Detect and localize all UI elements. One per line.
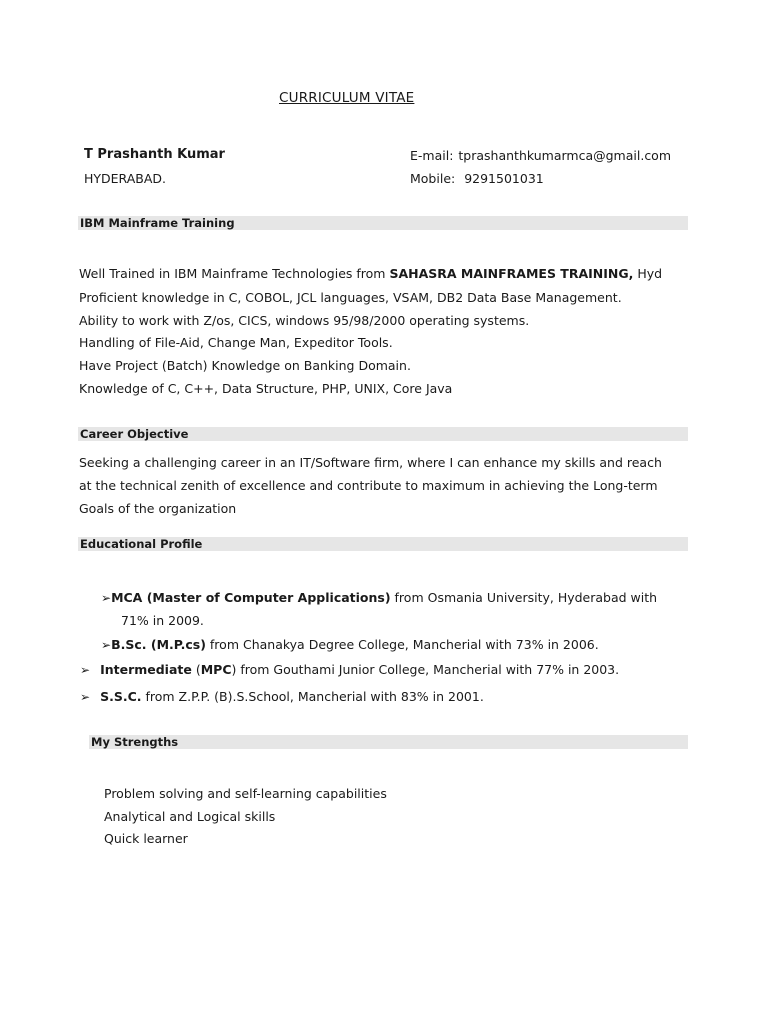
education-item-ssc bbox=[80, 689, 484, 705]
email-label: E-mail: bbox=[410, 148, 454, 163]
education-item-mca bbox=[101, 590, 657, 606]
section-objective-heading: Career Objective bbox=[80, 427, 189, 441]
strength-item: Analytical and Logical skills bbox=[104, 809, 276, 824]
training-line: Have Project (Batch) Knowledge on Banking Domain. bbox=[79, 358, 411, 373]
degree-intermediate-stream: MPC bbox=[200, 662, 232, 677]
document-title: CURRICULUM VITAE bbox=[279, 90, 415, 106]
degree-ssc-detail: from Z.P.P. (B).S.School, Mancherial with 83% in 2001. bbox=[141, 689, 484, 704]
training-institute-name: SAHASRA MAINFRAMES TRAINING, bbox=[389, 266, 634, 281]
strength-item: Problem solving and self-learning capabilities bbox=[104, 786, 387, 801]
education-item-bsc bbox=[101, 637, 599, 653]
degree-intermediate-detail: ) from Gouthami Junior College, Mancherial with 77% in 2003. bbox=[231, 662, 620, 677]
education-item-intermediate bbox=[80, 662, 619, 678]
section-strengths-heading: My Strengths bbox=[91, 735, 179, 749]
degree-mca: MCA (Master of Computer Applications) bbox=[111, 590, 391, 605]
section-education-heading: Educational Profile bbox=[80, 537, 203, 551]
section-education-bar bbox=[78, 537, 688, 551]
section-strengths-bar bbox=[89, 735, 688, 749]
strength-item: Quick learner bbox=[104, 831, 188, 846]
training-line: Knowledge of C, C++, Data Structure, PHP, UNIX, Core Java bbox=[79, 381, 453, 396]
candidate-city: HYDERABAD. bbox=[84, 171, 167, 186]
email-row bbox=[410, 148, 671, 163]
objective-line: Seeking a challenging career in an IT/Software firm, where I can enhance my skills and reach bbox=[79, 455, 662, 470]
arrow-bullet-icon: ➢ bbox=[80, 690, 91, 704]
section-training-bar bbox=[78, 216, 688, 230]
mobile-label: Mobile: bbox=[410, 171, 456, 186]
training-line-1 bbox=[79, 266, 662, 282]
degree-ssc: S.S.C. bbox=[100, 689, 142, 704]
training-line: Handling of File-Aid, Change Man, Expeditor Tools. bbox=[79, 335, 393, 350]
section-objective-bar bbox=[78, 427, 688, 441]
mobile-row bbox=[410, 171, 544, 186]
degree-mca-detail: from Osmania University, Hyderabad with bbox=[390, 590, 658, 605]
training-line-1-prefix: Well Trained in IBM Mainframe Technologies from bbox=[79, 266, 390, 281]
degree-bsc: B.Sc. (M.P.cs) bbox=[111, 637, 206, 652]
arrow-bullet-icon: ➢ bbox=[101, 591, 112, 605]
arrow-bullet-icon: ➢ bbox=[101, 638, 112, 652]
objective-line: at the technical zenith of excellence and contribute to maximum in achieving the Long-term bbox=[79, 478, 658, 493]
section-training-heading: IBM Mainframe Training bbox=[80, 216, 235, 230]
objective-line: Goals of the organization bbox=[79, 501, 237, 516]
training-line: Proficient knowledge in C, COBOL, JCL languages, VSAM, DB2 Data Base Management. bbox=[79, 290, 622, 305]
training-line-1-suffix: Hyd bbox=[633, 266, 663, 281]
education-item-mca-cont: 71% in 2009. bbox=[121, 613, 204, 628]
training-line: Ability to work with Z/os, CICS, windows 95/98/2000 operating systems. bbox=[79, 313, 530, 328]
mobile-value: 9291501031 bbox=[464, 171, 544, 186]
degree-intermediate-open: ( bbox=[191, 662, 201, 677]
candidate-name: T Prashanth Kumar bbox=[84, 147, 225, 162]
degree-bsc-detail: from Chanakya Degree College, Mancherial with 73% in 2006. bbox=[205, 637, 599, 652]
email-value: tprashanthkumarmca@gmail.com bbox=[458, 148, 672, 163]
arrow-bullet-icon: ➢ bbox=[80, 663, 91, 677]
degree-intermediate: Intermediate bbox=[100, 662, 192, 677]
